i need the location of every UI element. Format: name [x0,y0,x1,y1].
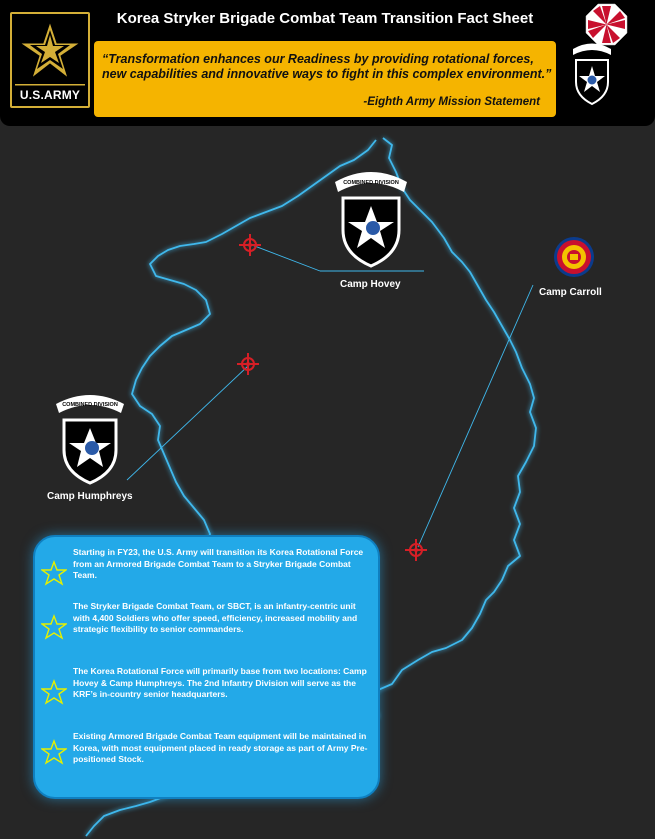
facts-box [33,535,380,799]
camp-humphreys-marker-icon [237,353,259,375]
hovey-patch-caption: COMBINED DIVISION [343,180,399,186]
star-bullet-icon [41,679,67,705]
fact-text: Starting in FY23, the U.S. Army will transition its Korea Rotational Force from an Armored Brigade Combat Team to a Stryker Brigade Combat Team. [73,547,364,580]
quote-attribution: -Eighth Army Mission Statement [363,96,540,108]
camp-hovey-label: Camp Hovey [340,279,401,290]
camp-carroll-seal-icon [554,237,594,277]
star-bullet-icon [41,560,67,586]
hovey-connector-line [252,245,320,271]
humphreys-patch-caption: COMBINED DIVISION [62,402,118,408]
carroll-connector-line [418,285,533,547]
page-title: Korea Stryker Brigade Combat Team Transition Fact Sheet [116,10,534,27]
star-bullet-icon [41,739,67,765]
mission-quote: “Transformation enhances our Readiness by providing rotational forces, new capabilities and innovative ways to fight in this complex environment.” [102,52,552,81]
camp-hovey-marker-icon [239,234,261,256]
camp-carroll-label: Camp Carroll [539,287,602,298]
fact-text: The Korea Rotational Force will primarily base from two locations: Camp Hovey & Camp Humphreys. The 2nd Infantry Division will serve as the KRF’s in-country senior headquarters. [73,666,367,699]
camp-carroll-marker-icon [405,539,427,561]
fact-text: The Stryker Brigade Combat Team, or SBCT, is an infantry-centric unit with 4,400 Soldiers who offer speed, efficiency, increased mobility and strategic flexibility to senior commanders. [73,601,358,634]
hovey-2id-patch-icon [335,172,407,266]
humphreys-connector-line [127,366,248,480]
humphreys-2id-patch-icon [56,395,124,483]
army-logo-text: U.S.ARMY [19,88,81,102]
camp-humphreys-label: Camp Humphreys [47,491,133,502]
fact-text: Existing Armored Brigade Combat Team equipment will be maintained in Korea, with most equipment placed in ready storage as part of Army Pre-positioned Stock. [73,731,368,764]
star-bullet-icon [41,614,67,640]
